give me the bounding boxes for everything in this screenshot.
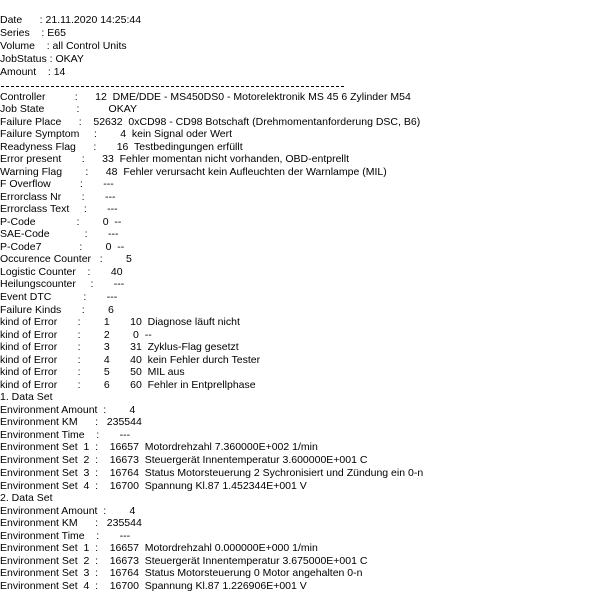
error-present-line: Error present : 33 Fehler momentan nicht vorhanden, OBD-entprellt: [0, 153, 349, 165]
environment-set-line: Environment Set 2 : 16673 Steuergerät Innentemperatur 3.675000E+001 C: [0, 555, 368, 567]
kind-of-error-line: kind of Error : 6 60 Fehler in Entprellphase: [0, 379, 256, 391]
errorclass-text-line: Errorclass Text : ---: [0, 203, 118, 215]
kind-of-error-line: kind of Error : 2 0 --: [0, 329, 152, 341]
amount-line: Amount : 14: [0, 66, 66, 78]
series-line: Series : E65: [0, 27, 66, 39]
environment-set-line: Environment Set 3 : 16764 Status Motorsteuerung 2 Sychronisiert und Zündung ein 0-n: [0, 467, 424, 479]
failure-place-line: Failure Place : 52632 0xCD98 - CD98 Botschaft (Drehmomentanforderung DSC, B6): [0, 116, 421, 128]
warning-flag-line: Warning Flag : 48 Fehler verursacht kein Aufleuchten der Warnlampe (MIL): [0, 166, 387, 178]
logistic-counter-line: Logistic Counter : 40: [0, 266, 123, 278]
controller-line: Controller : 12 DME/DDE - MS450DS0 - Motorelektronik MS 45 6 Zylinder M54: [0, 91, 411, 103]
job-state-line: Job State : OKAY: [0, 103, 137, 115]
data-set-1-heading: 1. Data Set: [0, 391, 53, 403]
heilungscounter-line: Heilungscounter : ---: [0, 278, 125, 290]
dashed-separator: [1, 86, 344, 87]
kind-of-error-line: kind of Error : 4 40 kein Fehler durch Tester: [0, 354, 261, 366]
environment-km-line: Environment KM : 235544: [0, 416, 142, 428]
environment-set-line: Environment Set 3 : 16764 Status Motorsteuerung 0 Motor angehalten 0-n: [0, 567, 363, 579]
readyness-flag-line: Readyness Flag : 16 Testbedingungen erfüllt: [0, 141, 243, 153]
job-status-line: JobStatus : OKAY: [0, 53, 84, 65]
f-overflow-line: F Overflow : ---: [0, 178, 114, 190]
environment-set-line: Environment Set 4 : 16700 Spannung Kl.87 1.452344E+001 V: [0, 480, 307, 492]
environment-set-line: Environment Set 1 : 16657 Motordrehzahl 7.360000E+002 1/min: [0, 441, 318, 453]
date-line: Date : 21.11.2020 14:25:44: [0, 14, 142, 26]
p-code-line: P-Code : 0 --: [0, 216, 122, 228]
p-code7-line: P-Code7 : 0 --: [0, 241, 125, 253]
errorclass-nr-line: Errorclass Nr : ---: [0, 191, 116, 203]
occurence-counter-line: Occurence Counter : 5: [0, 253, 132, 265]
environment-amount-line: Environment Amount : 4: [0, 404, 136, 416]
event-dtc-line: Event DTC : ---: [0, 291, 118, 303]
failure-kinds-line: Failure Kinds : 6: [0, 304, 114, 316]
environment-km-line: Environment KM : 235544: [0, 517, 142, 529]
kind-of-error-line: kind of Error : 3 31 Zyklus-Flag gesetzt: [0, 341, 239, 353]
environment-set-line: Environment Set 1 : 16657 Motordrehzahl 0.000000E+000 1/min: [0, 542, 318, 554]
volume-line: Volume : all Control Units: [0, 40, 127, 52]
kind-of-error-line: kind of Error : 5 50 MIL aus: [0, 366, 185, 378]
environment-set-line: Environment Set 2 : 16673 Steuergerät Innentemperatur 3.600000E+001 C: [0, 454, 368, 466]
environment-amount-line: Environment Amount : 4: [0, 505, 136, 517]
failure-symptom-line: Failure Symptom : 4 kein Signal oder Wert: [0, 128, 233, 140]
data-set-2-heading: 2. Data Set: [0, 492, 53, 504]
sae-code-line: SAE-Code : ---: [0, 228, 119, 240]
environment-time-line: Environment Time : ---: [0, 429, 131, 441]
kind-of-error-line: kind of Error : 1 10 Diagnose läuft nicht: [0, 316, 240, 328]
environment-set-line: Environment Set 4 : 16700 Spannung Kl.87 1.226906E+001 V: [0, 580, 307, 592]
environment-time-line: Environment Time : ---: [0, 530, 131, 542]
